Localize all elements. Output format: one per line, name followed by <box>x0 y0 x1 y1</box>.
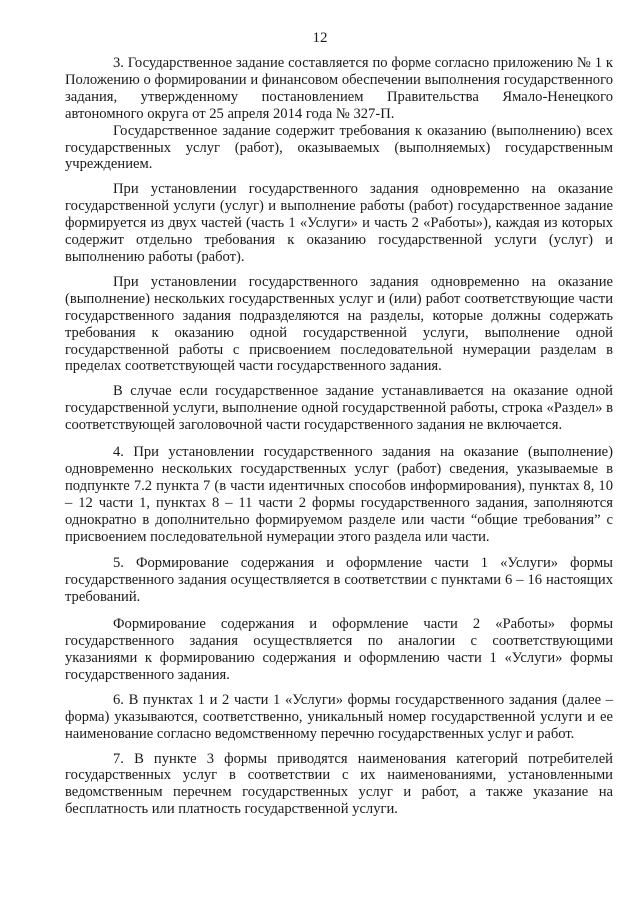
page-number: 12 <box>312 30 328 46</box>
paragraph-item-7: 7. В пункте 3 формы приводятся наименования категорий потребителей государственных услуг в соответствии с их наименованиями, установленными ведомственным перечнем государственных услуг и работ, а также указание на бесплатность или платность государственной услуги. <box>65 750 613 818</box>
paragraph-sections: При установлении государственного задания одновременно на оказание (выполнение) нескольких государственных услуг и (или) работ соответствующие части государственного задания подразделяются на разделы, которые должны содержать требования к оказанию одной государственной услуги, выполнение одной государственной работы с присвоением последовательной нумерации разделам в пределах соответствующей части государственного задания. <box>65 273 613 375</box>
paragraph-single-service: В случае если государственное задание устанавливается на оказание одной государственной услуги, выполнение одной государственной работы, строка «Раздел» в соответствующей заголовочной части государственного задания не включается. <box>65 383 613 434</box>
paragraph-part-2-works: Формирование содержания и оформление части 2 «Работы» формы государственного задания осуществляется по аналогии с соответствующими указаниями к формированию содержания и оформлению части 1 «Услуги» формы государственного задания. <box>65 616 613 683</box>
paragraph-item-4: 4. При установлении государственного задания на оказание (выполнение) одновременно нескольких государственных услуг (работ) сведения, указываемые в подпункте 7.2 пункта 7 (в части идентичных способов информирования), пунктах 8, 10 – 12 части 1, пунктах 8 – 11 части 2 формы государственного задания, заполняются однократно в дополнительно формируемом разделе или части “общие требования” с присвоением последовательной нумерации этого раздела или части. <box>65 444 613 545</box>
document-body <box>65 55 613 818</box>
paragraph-two-parts: При установлении государственного задания одновременно на оказание государственной услуги (услуг) и выполнение работы (работ) государственное задание формируется из двух частей (часть 1 «Услуги» и часть 2 «Работы»), каждая из которых содержит отдельно требования к оказанию государственной услуги (услуг) и выполнению работы (работ). <box>65 181 613 265</box>
paragraph-item-3: 3. Государственное задание составляется по форме согласно приложению № 1 к Положению о формировании и финансовом обеспечении выполнения государственного задания, утвержденному постановлением Правительства Ямало-Ненецкого автономного округа от 25 апреля 2014 года № 327-П. <box>65 55 613 122</box>
paragraph-item-6: 6. В пунктах 1 и 2 части 1 «Услуги» формы государственного задания (далее – форма) указываются, соответственно, уникальный номер государственной услуги и ее наименование согласно ведомственному перечню государственных услуг и работ. <box>65 691 613 742</box>
paragraph-requirements-scope: Государственное задание содержит требования к оказанию (выполнению) всех государственных услуг (работ), оказываемых (выполняемых) государственным учреждением. <box>65 122 613 173</box>
paragraph-item-5: 5. Формирование содержания и оформление части 1 «Услуги» формы государственного задания осуществляется в соответствии с пунктами 6 – 16 настоящих требований. <box>65 555 613 606</box>
